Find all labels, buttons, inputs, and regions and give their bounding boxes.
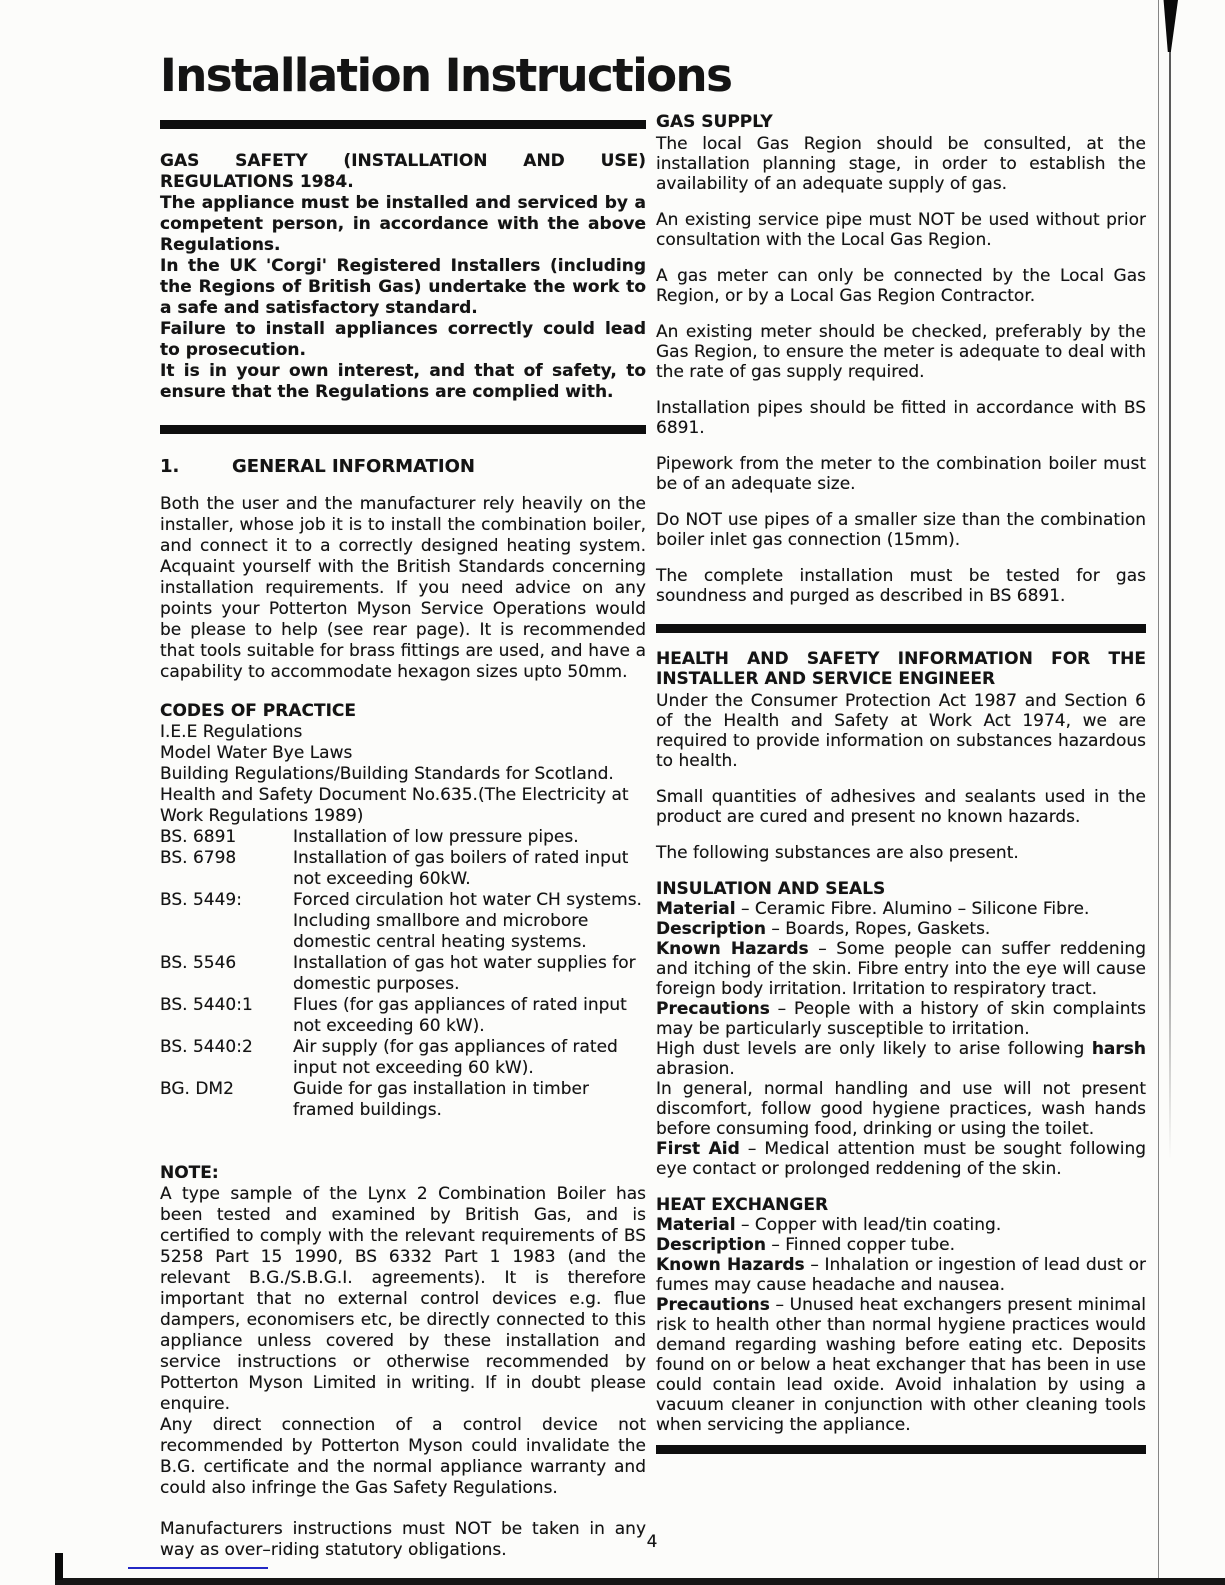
- paragraph: It is in your own interest, and that of safety, to ensure that the Regulations are complied with.: [160, 360, 646, 402]
- standard-description: Flues (for gas appliances of rated input not exceeding 60 kW).: [293, 994, 627, 1036]
- code-line: I.E.E Regulations: [160, 721, 303, 742]
- standard-row: [160, 890, 646, 953]
- section-heading: HEAT EXCHANGER: [656, 1195, 829, 1215]
- paragraph: Do NOT use pipes of a smaller size than the combination boiler inlet gas connection (15mm).: [656, 510, 1146, 550]
- paragraph: The appliance must be installed and serviced by a competent person, in accordance with the above Regulations.: [160, 192, 646, 255]
- section-title: GENERAL INFORMATION: [232, 455, 475, 477]
- entry-label: First Aid: [656, 1139, 740, 1159]
- entry-text: – Ceramic Fibre. Alumino – Silicone Fibre.: [735, 899, 1090, 919]
- scan-edge-line: [1169, 0, 1171, 1160]
- gas-safety-heading-line2: REGULATIONS 1984.: [160, 171, 354, 192]
- standard-row: [160, 953, 646, 995]
- standard-row: [160, 1037, 646, 1079]
- section-heading: HEALTH AND SAFETY INFORMATION FOR THE INSTALLER AND SERVICE ENGINEER: [656, 649, 1146, 689]
- standard-row: [160, 995, 646, 1037]
- entry-label: Description: [656, 1235, 766, 1255]
- section-codes-of-practice: [160, 701, 646, 1121]
- paragraph: Small quantities of adhesives and sealants used in the product are cured and present no known hazards.: [656, 787, 1146, 827]
- entry-text: – Inhalation or ingestion of lead dust or fumes may cause headache and nausea.: [656, 1255, 1146, 1295]
- standard-code: BS. 5546: [160, 952, 237, 973]
- scan-edge-line: [1158, 0, 1159, 1585]
- section-note: [160, 1163, 646, 1561]
- paragraph: A type sample of the Lynx 2 Combination Boiler has been tested and examined by British Gas, and is certified to comply with the relevant requirements of BS 5258 Part 15 1990, BS 6332 Part 1 1983 (and the relevant B.G./S.B.G.I. agreements). It is therefore important that no external control devices e.g. flue dampers, economisers etc, be directly connected to this appliance unless covered by these installation and service instructions or otherwise recommended by Potterton Myson Limited in writing. If in doubt please enquire.: [160, 1183, 646, 1414]
- divider: [160, 120, 646, 129]
- page-number: 4: [646, 1532, 658, 1552]
- gas-safety-heading-line1: GAS SAFETY (INSTALLATION AND USE): [160, 150, 646, 171]
- standard-description: Installation of gas boilers of rated input not exceeding 60kW.: [293, 847, 629, 889]
- entry-text: – Copper with lead/tin coating.: [735, 1215, 1002, 1235]
- entry-text: abrasion.: [656, 1059, 735, 1079]
- labeled-paragraph: [656, 919, 1146, 939]
- standard-row: [160, 848, 646, 890]
- section-heading: [160, 456, 646, 477]
- paragraph: Any direct connection of a control device not recommended by Potterton Myson could invalidate the B.G. certificate and the normal appliance warranty and could also infringe the Gas Safety Regulations.: [160, 1414, 646, 1498]
- scan-blue-line: [128, 1567, 268, 1569]
- paragraph: A gas meter can only be connected by the Local Gas Region, or by a Local Gas Region Contractor.: [656, 266, 1146, 306]
- entry-label: Precautions: [656, 1295, 770, 1315]
- standard-code: BS. 5440:2: [160, 1036, 253, 1057]
- labeled-paragraph: [656, 1235, 1146, 1255]
- divider: [656, 1445, 1146, 1454]
- standard-description: Air supply (for gas appliances of rated input not exceeding 60 kW).: [293, 1036, 618, 1078]
- entry-label: Description: [656, 919, 766, 939]
- right-column: [656, 112, 1146, 1454]
- entry-label: Material: [656, 1215, 736, 1235]
- standard-description: Guide for gas installation in timber framed buildings.: [293, 1078, 589, 1120]
- labeled-paragraph: [656, 899, 1146, 919]
- standard-description: Installation of gas hot water supplies for domestic purposes.: [293, 952, 636, 994]
- labeled-paragraph: [656, 1255, 1146, 1295]
- paragraph: The following substances are also present.: [656, 843, 1019, 863]
- code-line: Model Water Bye Laws: [160, 742, 353, 763]
- code-line: Building Regulations/Building Standards for Scotland.: [160, 763, 614, 784]
- entry-label: Known Hazards: [656, 939, 809, 959]
- standard-code: BS. 6891: [160, 826, 237, 847]
- paragraph: Manufacturers instructions must NOT be taken in any way as over–riding statutory obligations.: [160, 1518, 646, 1560]
- section-gas-safety: [160, 151, 646, 403]
- paragraph: Under the Consumer Protection Act 1987 and Section 6 of the Health and Safety at Work Act 1974, we are required to provide information on substances hazardous to health.: [656, 691, 1146, 771]
- entry-bold: harsh: [1091, 1039, 1146, 1059]
- entry-label: Known Hazards: [656, 1255, 805, 1275]
- section-heading: INSULATION AND SEALS: [656, 879, 886, 899]
- section-number: 1.: [160, 455, 180, 477]
- paragraph: An existing meter should be checked, preferably by the Gas Region, to ensure the meter is adequate to deal with the rate of gas supply required.: [656, 322, 1146, 382]
- standard-row: [160, 1079, 646, 1121]
- entry-text: – People with a history of skin complaints may be particularly susceptible to irritation.: [656, 999, 1146, 1039]
- section-heading: NOTE:: [160, 1162, 219, 1183]
- divider: [160, 425, 646, 434]
- paragraph: An existing service pipe must NOT be used without prior consultation with the Local Gas Region.: [656, 210, 1146, 250]
- standard-code: BS. 6798: [160, 847, 237, 868]
- labeled-paragraph: [656, 1079, 1146, 1139]
- standard-code: BG. DM2: [160, 1078, 234, 1099]
- paragraph: Installation pipes should be fitted in accordance with BS 6891.: [656, 398, 1146, 438]
- paragraph: The complete installation must be tested for gas soundness and purged as described in BS 6891.: [656, 566, 1146, 606]
- entry-text: – Some people can suffer reddening and itching of the skin. Fibre entry into the eye will cause foreign body irritation. Irritation to respiratory tract.: [656, 939, 1146, 999]
- section-heading: CODES OF PRACTICE: [160, 700, 356, 721]
- entry-text: High dust levels are only likely to arise following: [656, 1039, 1092, 1059]
- entry-text: – Medical attention must be sought following eye contact or prolonged reddening of the skin.: [656, 1139, 1147, 1179]
- standard-description: Forced circulation hot water CH systems. Including smallbore and microbore domestic central heating systems.: [293, 889, 642, 952]
- entry-text: In general, normal handling and use will not present discomfort, follow good hygiene practices, wash hands before consuming food, drinking or using the toilet.: [656, 1079, 1146, 1139]
- standard-description: Installation of low pressure pipes.: [293, 826, 579, 847]
- section-heat-exchanger: [656, 1195, 1146, 1435]
- section-health-safety: [656, 649, 1146, 863]
- paragraph: The local Gas Region should be consulted, at the installation planning stage, in order to establish the availability of an adequate supply of gas.: [656, 134, 1146, 194]
- section-heading: GAS SUPPLY: [656, 112, 773, 132]
- paragraph: Both the user and the manufacturer rely heavily on the installer, whose job it is to install the combination boiler, and connect it to a correctly designed heating system. Acquaint yourself with the British Standards concerning installation requirements. If you need advice on any points your Potterton Myson Service Operations would be please to help (see rear page). It is recommended that tools suitable for brass fittings are used, and have a capability to accommodate hexagon sizes upto 50mm.: [160, 493, 646, 682]
- entry-label: Precautions: [656, 999, 770, 1019]
- labeled-paragraph: [656, 1295, 1146, 1435]
- page-title: Installation Instructions: [160, 49, 732, 102]
- scan-corner-mark: [1161, 0, 1178, 52]
- paragraph: In the UK 'Corgi' Registered Installers (including the Regions of British Gas) undertake the work to a safe and satisfactory standard.: [160, 255, 646, 318]
- scan-bottom-bar: [55, 1578, 1225, 1585]
- standard-row: [160, 827, 646, 848]
- scan-corner-tick: [55, 1553, 63, 1580]
- section-general-information: [160, 456, 646, 683]
- section-gas-supply: [656, 112, 1146, 606]
- code-line: Health and Safety Document No.635.(The Electricity at Work Regulations 1989): [160, 784, 629, 826]
- paragraph: Pipework from the meter to the combination boiler must be of an adequate size.: [656, 454, 1146, 494]
- labeled-paragraph: [656, 1139, 1146, 1179]
- section-insulation-seals: [656, 879, 1146, 1179]
- entry-label: Material: [656, 899, 736, 919]
- labeled-paragraph: [656, 939, 1146, 999]
- standard-code: BS. 5449:: [160, 889, 242, 910]
- labeled-paragraph: [656, 1215, 1146, 1235]
- labeled-paragraph: [656, 999, 1146, 1039]
- labeled-paragraph: [656, 1039, 1146, 1079]
- entry-text: – Boards, Ropes, Gaskets.: [765, 919, 991, 939]
- paragraph: Failure to install appliances correctly could lead to prosecution.: [160, 318, 646, 360]
- divider: [656, 624, 1146, 633]
- entry-text: – Finned copper tube.: [765, 1235, 956, 1255]
- entry-text: – Unused heat exchangers present minimal risk to health other than normal hygiene practices would demand regarding washing before eating etc. Deposits found on or below a heat exchanger that has been in use could contain lead oxide. Avoid inhalation by using a vacuum cleaner in conjunction with other cleaning tools when servicing the appliance.: [656, 1295, 1146, 1435]
- standard-code: BS. 5440:1: [160, 994, 253, 1015]
